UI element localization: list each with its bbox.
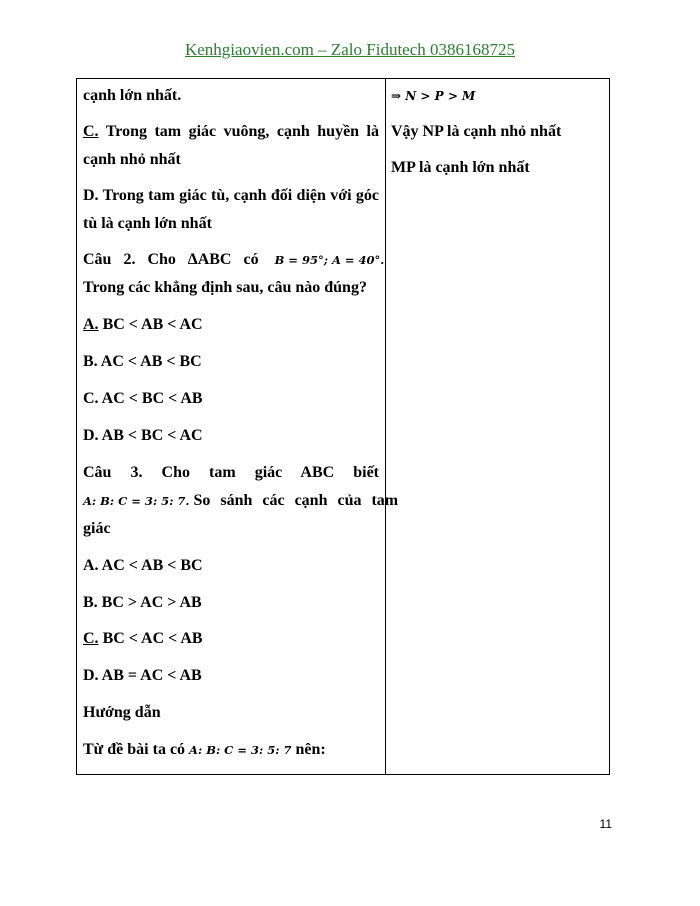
right-line-1 <box>391 87 606 105</box>
option-c-text: Trong tam giác vuông, cạnh huyền là <box>105 123 379 140</box>
question-2-math: B = 95°; A = 40°. <box>274 253 385 267</box>
option-c-line <box>83 123 379 141</box>
q3-option-b: B. BC > AC > AB <box>83 594 202 611</box>
column-divider <box>385 79 386 774</box>
q3-option-c-text: BC < AC < AB <box>102 630 203 647</box>
right-line-3: MP là cạnh lớn nhất <box>391 159 530 176</box>
left-line-5: tù là cạnh lớn nhất <box>83 215 212 232</box>
right-line-2: Vậy NP là cạnh nhỏ nhất <box>391 123 562 140</box>
q3-option-a: A. AC < AB < BC <box>83 557 203 574</box>
left-line-3: cạnh nhỏ nhất <box>83 151 181 168</box>
q2-option-a <box>83 316 379 334</box>
q2-option-d: D. AB < BC < AC <box>83 427 203 444</box>
question-3-math: A: B: C = 3: 5: 7. <box>83 494 190 508</box>
q2-option-a-label: A. <box>83 316 99 333</box>
q3-option-c-label: C. <box>83 630 99 647</box>
q2-option-b: B. AC < AB < BC <box>83 353 202 370</box>
page-header: Kenhgiaovien.com – Zalo Fidutech 0386168725 <box>184 40 516 59</box>
question-3-line-3: giác <box>83 520 111 537</box>
angle-comparison: ⇒ N > P > M <box>391 89 476 103</box>
question-3-line-1: Câu 3. Cho tam giác ABC biết <box>83 464 379 481</box>
option-d-line: D. Trong tam giác tù, cạnh đối diện với góc <box>83 187 379 204</box>
question-3-line-2 <box>83 492 399 510</box>
question-2-line-2: Trong các khẳng định sau, câu nào đúng? <box>83 279 367 296</box>
final-prefix: Từ đề bài ta có <box>83 741 186 758</box>
question-2-prefix: Câu 2. Cho ∆ABC có <box>83 251 259 268</box>
final-suffix: nên: <box>295 741 326 758</box>
page-number: 11 <box>599 817 612 831</box>
q2-option-c: C. AC < BC < AB <box>83 390 203 407</box>
question-2-line <box>83 251 385 269</box>
guide-heading: Hướng dẫn <box>83 704 161 721</box>
final-math: A: B: C = 3: 5: 7 <box>189 743 292 757</box>
q3-option-c <box>83 630 379 648</box>
question-3-line-2-text: So sánh các cạnh của tam <box>193 492 399 509</box>
option-c-label: C. <box>83 123 99 140</box>
final-line <box>83 741 379 759</box>
left-line-1: cạnh lớn nhất. <box>83 87 182 104</box>
content-table <box>76 78 610 775</box>
q2-option-a-text: BC < AB < AC <box>102 316 203 333</box>
q3-option-d: D. AB = AC < AB <box>83 667 202 684</box>
